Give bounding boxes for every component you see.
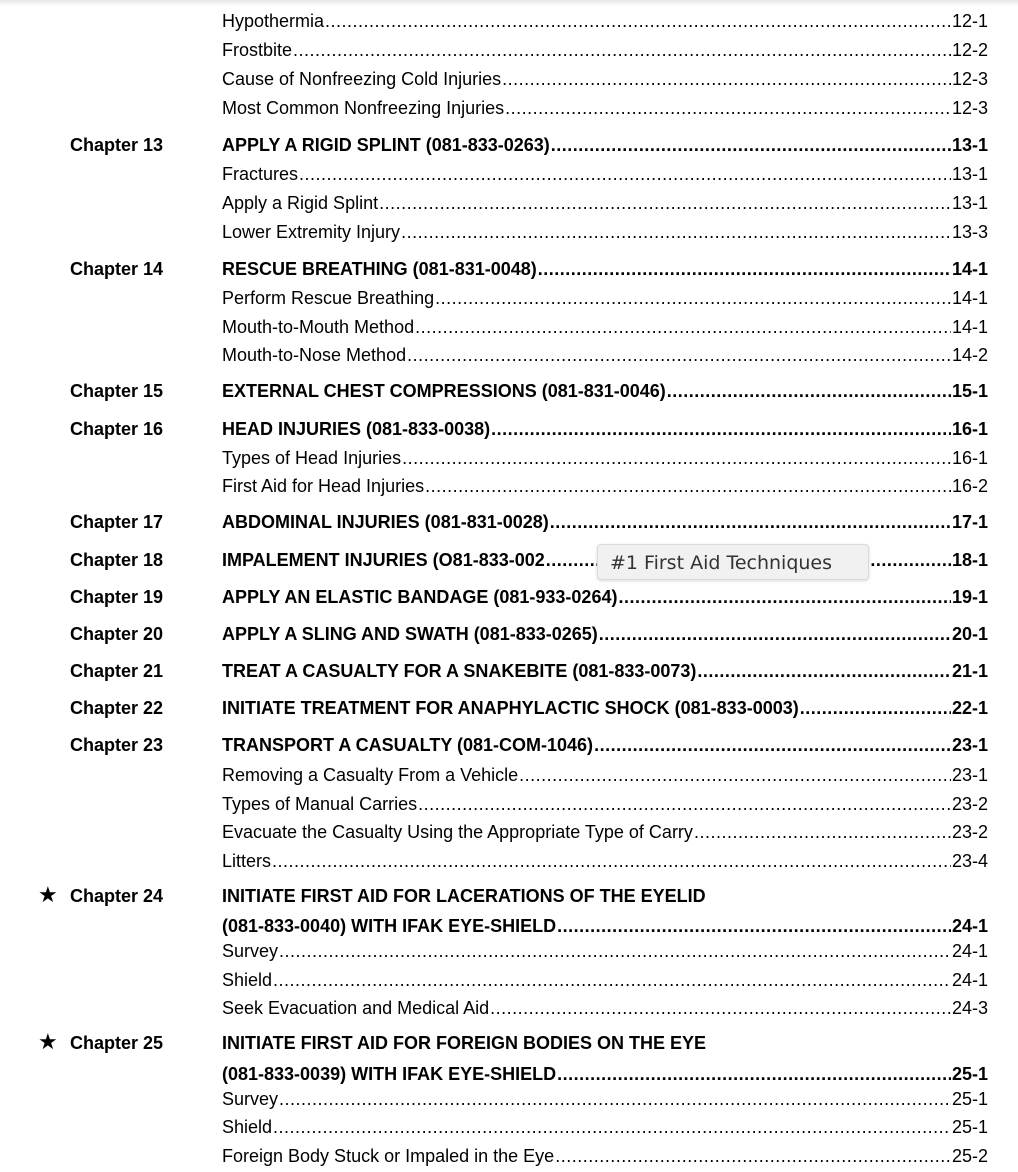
toc-page-number: 24-1: [951, 970, 988, 990]
toc-page-number: 21-1: [951, 661, 988, 681]
toc-title: Fractures: [222, 164, 299, 184]
dot-leader: [325, 9, 951, 33]
toc-leader-line: [222, 1062, 988, 1086]
toc-leader-line: [222, 696, 988, 720]
dot-leader: [491, 417, 951, 441]
chapter-label: Chapter 16: [70, 419, 164, 439]
dot-leader: [402, 446, 951, 470]
chapter-label: Chapter 14: [70, 259, 164, 279]
toc-title-first-line: INITIATE FIRST AID FOR FOREIGN BODIES ON THE EYE: [222, 1033, 707, 1053]
toc-chapter-entry[interactable]: [0, 585, 1018, 609]
toc-page-number: 23-2: [951, 822, 988, 842]
toc-page-number: 12-2: [951, 40, 988, 60]
toc-title: Mouth-to-Mouth Method: [222, 317, 415, 337]
toc-title: EXTERNAL CHEST COMPRESSIONS (081-831-0046): [222, 381, 666, 401]
dot-leader: [401, 220, 951, 244]
toc-title: Removing a Casualty From a Vehicle: [222, 765, 519, 785]
toc-leader-line: [222, 792, 988, 816]
toc-title: Survey: [222, 941, 279, 961]
toc-page-number: 14-1: [951, 288, 988, 308]
dot-leader: [599, 622, 951, 646]
dot-leader: [490, 996, 951, 1020]
toc-page-number: 23-1: [951, 735, 988, 755]
toc-page-number: 12-1: [951, 11, 988, 31]
toc-leader-line: [222, 446, 988, 470]
toc-page-number: 16-2: [951, 476, 988, 496]
toc-title: Apply a Rigid Splint: [222, 193, 379, 213]
dot-leader: [279, 1087, 951, 1111]
dot-leader: [800, 696, 951, 720]
toc-chapter-entry[interactable]: [0, 417, 1018, 441]
toc-section-entry[interactable]: [0, 162, 1018, 186]
toc-leader-line: [222, 9, 988, 33]
dot-leader: [272, 849, 951, 873]
toc-page-number: 17-1: [951, 512, 988, 532]
toc-section-entry[interactable]: [0, 1144, 1018, 1168]
chapter-label: Chapter 19: [70, 587, 164, 607]
toc-leader-line: [222, 510, 988, 534]
toc-page-number: 13-1: [951, 135, 988, 155]
toc-page-number: 13-1: [951, 164, 988, 184]
toc-title: Frostbite: [222, 40, 293, 60]
dot-leader: [273, 1115, 951, 1139]
toc-leader-line: [222, 133, 988, 157]
page-top-shadow: [0, 0, 1018, 6]
chapter-label: Chapter 20: [70, 624, 164, 644]
chapter-label: Chapter 22: [70, 698, 164, 718]
toc-title: (081-833-0040) WITH IFAK EYE-SHIELD: [222, 916, 557, 936]
toc-chapter-entry[interactable]: [0, 696, 1018, 720]
toc-leader-line: [222, 343, 988, 367]
toc-page-number: 24-1: [951, 916, 988, 936]
toc-chapter-entry[interactable]: [0, 510, 1018, 534]
chapter-label: Chapter 17: [70, 512, 164, 532]
toc-title: Evacuate the Casualty Using the Appropriate Type of Carry: [222, 822, 693, 842]
toc-section-entry[interactable]: [0, 474, 1018, 498]
toc-section-entry[interactable]: [0, 849, 1018, 873]
toc-leader-line: [222, 1115, 988, 1139]
toc-section-entry[interactable]: [0, 9, 1018, 33]
dot-leader: [550, 510, 951, 534]
toc-section-entry[interactable]: [0, 343, 1018, 367]
toc-leader-line: [222, 914, 988, 938]
toc-page-number: 14-1: [951, 317, 988, 337]
dot-leader: [555, 1144, 951, 1168]
toc-page-number: 14-2: [951, 345, 988, 365]
dot-leader: [279, 939, 951, 963]
toc-leader-line: [222, 733, 988, 757]
toc-leader-line: [222, 417, 988, 441]
toc-section-entry[interactable]: [0, 763, 1018, 787]
chapter-label: Chapter 25: [70, 1033, 164, 1053]
dot-leader: [415, 315, 951, 339]
toc-title: Hypothermia: [222, 11, 325, 31]
tooltip: #1 First Aid Techniques: [597, 544, 869, 580]
dot-leader: [697, 659, 951, 683]
toc-page-number: 12-3: [951, 69, 988, 89]
toc-leader-line: [222, 622, 988, 646]
toc-chapter-entry[interactable]: [0, 733, 1018, 757]
star-icon: ★: [38, 882, 58, 907]
star-icon: ★: [38, 1029, 58, 1054]
toc-leader-line: [222, 315, 988, 339]
toc-page-number: 25-1: [951, 1117, 988, 1137]
toc-page-number: 16-1: [951, 419, 988, 439]
dot-leader: [425, 474, 951, 498]
toc-leader-line: [222, 257, 988, 281]
toc-title: Litters: [222, 851, 272, 871]
toc-chapter-entry[interactable]: [0, 257, 1018, 281]
toc-section-entry[interactable]: [0, 968, 1018, 992]
toc-title: Seek Evacuation and Medical Aid: [222, 998, 490, 1018]
chapter-label: Chapter 24: [70, 886, 164, 906]
toc-title: Foreign Body Stuck or Impaled in the Eye: [222, 1146, 555, 1166]
toc-section-entry[interactable]: [0, 996, 1018, 1020]
toc-title: APPLY A SLING AND SWATH (081-833-0265): [222, 624, 598, 644]
toc-chapter-entry[interactable]: [0, 914, 1018, 938]
toc-title: Types of Head Injuries: [222, 448, 402, 468]
toc-title: HEAD INJURIES (081-833-0038): [222, 419, 491, 439]
dot-leader: [618, 585, 951, 609]
toc-section-entry[interactable]: [0, 191, 1018, 215]
dot-leader: [435, 286, 951, 310]
toc-section-entry[interactable]: [0, 67, 1018, 91]
dot-leader: [594, 733, 951, 757]
toc-title: First Aid for Head Injuries: [222, 476, 425, 496]
dot-leader: [418, 792, 951, 816]
toc-leader-line: [222, 474, 988, 498]
dot-leader: [519, 763, 951, 787]
toc-section-entry[interactable]: [0, 820, 1018, 844]
toc-chapter-entry[interactable]: [0, 622, 1018, 646]
toc-section-entry[interactable]: [0, 939, 1018, 963]
toc-leader-line: [222, 849, 988, 873]
toc-title: ABDOMINAL INJURIES (081-831-0028): [222, 512, 549, 532]
toc-section-entry[interactable]: [0, 315, 1018, 339]
toc-page-number: 23-4: [951, 851, 988, 871]
dot-leader: [557, 1062, 951, 1086]
toc-chapter-entry[interactable]: [0, 133, 1018, 157]
toc-page-number: 25-1: [951, 1089, 988, 1109]
toc-page-number: 24-3: [951, 998, 988, 1018]
dot-leader: [502, 67, 951, 91]
toc-section-entry[interactable]: [0, 220, 1018, 244]
toc-leader-line: [222, 659, 988, 683]
toc-section-entry[interactable]: [0, 96, 1018, 120]
chapter-label: Chapter 21: [70, 661, 164, 681]
toc-leader-line: [222, 67, 988, 91]
toc-chapter-entry[interactable]: [0, 1062, 1018, 1086]
toc-title: Types of Manual Carries: [222, 794, 418, 814]
toc-leader-line: [222, 1087, 988, 1111]
toc-leader-line: [222, 996, 988, 1020]
toc-title: (081-833-0039) WITH IFAK EYE-SHIELD: [222, 1064, 557, 1084]
toc-leader-line: [222, 1144, 988, 1168]
toc-title: Survey: [222, 1089, 279, 1109]
toc-title: RESCUE BREATHING (081-831-0048): [222, 259, 537, 279]
toc-page-number: 20-1: [951, 624, 988, 644]
toc-page-number: 13-1: [951, 193, 988, 213]
chapter-label: Chapter 15: [70, 381, 164, 401]
dot-leader: [667, 379, 951, 403]
toc-title: Shield: [222, 970, 273, 990]
toc-leader-line: [222, 968, 988, 992]
toc-title: Lower Extremity Injury: [222, 222, 401, 242]
toc-leader-line: [222, 38, 988, 62]
toc-section-entry[interactable]: [0, 792, 1018, 816]
toc-section-entry[interactable]: [0, 1087, 1018, 1111]
toc-section-entry[interactable]: [0, 446, 1018, 470]
toc-leader-line: [222, 585, 988, 609]
toc-title: APPLY AN ELASTIC BANDAGE (081-933-0264): [222, 587, 618, 607]
toc-leader-line: [222, 286, 988, 310]
toc-section-entry[interactable]: [0, 38, 1018, 62]
toc-section-entry[interactable]: [0, 1115, 1018, 1139]
toc-leader-line: [222, 820, 988, 844]
toc-page-number: 25-2: [951, 1146, 988, 1166]
toc-chapter-entry[interactable]: [0, 379, 1018, 403]
chapter-label: Chapter 18: [70, 550, 164, 570]
dot-leader: [379, 191, 951, 215]
chapter-label: Chapter 23: [70, 735, 164, 755]
chapter-label: Chapter 13: [70, 135, 164, 155]
toc-leader-line: [222, 763, 988, 787]
dot-leader: [538, 257, 951, 281]
toc-leader-line: [222, 379, 988, 403]
dot-leader: [694, 820, 951, 844]
toc-page-number: 25-1: [951, 1064, 988, 1084]
toc-page-number: 19-1: [951, 587, 988, 607]
toc-title: Most Common Nonfreezing Injuries: [222, 98, 505, 118]
dot-leader: [505, 96, 951, 120]
dot-leader: [299, 162, 951, 186]
toc-title: Mouth-to-Nose Method: [222, 345, 407, 365]
dot-leader: [293, 38, 951, 62]
toc-title: TRANSPORT A CASUALTY (081-COM-1046): [222, 735, 594, 755]
toc-page-number: 22-1: [951, 698, 988, 718]
toc-title: INITIATE TREATMENT FOR ANAPHYLACTIC SHOCK (081-833-0003): [222, 698, 799, 718]
toc-page-number: 24-1: [951, 941, 988, 961]
toc-leader-line: [222, 191, 988, 215]
toc-title: Cause of Nonfreezing Cold Injuries: [222, 69, 502, 89]
toc-page-number: 14-1: [951, 259, 988, 279]
toc-page-number: 23-2: [951, 794, 988, 814]
toc-title: IMPALEMENT INJURIES (O81-833-002: [222, 550, 545, 570]
dot-leader: [557, 914, 951, 938]
toc-title: APPLY A RIGID SPLINT (081-833-0263): [222, 135, 550, 155]
toc-page-number: 23-1: [951, 765, 988, 785]
toc-chapter-entry[interactable]: [0, 659, 1018, 683]
dot-leader: [551, 133, 951, 157]
toc-leader-line: [222, 162, 988, 186]
dot-leader: [273, 968, 951, 992]
toc-leader-line: [222, 96, 988, 120]
toc-section-entry[interactable]: [0, 286, 1018, 310]
toc-title-first-line: INITIATE FIRST AID FOR LACERATIONS OF THE EYELID: [222, 886, 706, 906]
toc-title: Perform Rescue Breathing: [222, 288, 435, 308]
toc-leader-line: [222, 939, 988, 963]
toc-page-number: 13-3: [951, 222, 988, 242]
toc-page-number: 18-1: [951, 550, 988, 570]
dot-leader: [407, 343, 951, 367]
toc-title: TREAT A CASUALTY FOR A SNAKEBITE (081-833-0073): [222, 661, 697, 681]
toc-title: Shield: [222, 1117, 273, 1137]
toc-page-number: 16-1: [951, 448, 988, 468]
toc-leader-line: [222, 220, 988, 244]
toc-page-number: 15-1: [951, 381, 988, 401]
toc-page-number: 12-3: [951, 98, 988, 118]
